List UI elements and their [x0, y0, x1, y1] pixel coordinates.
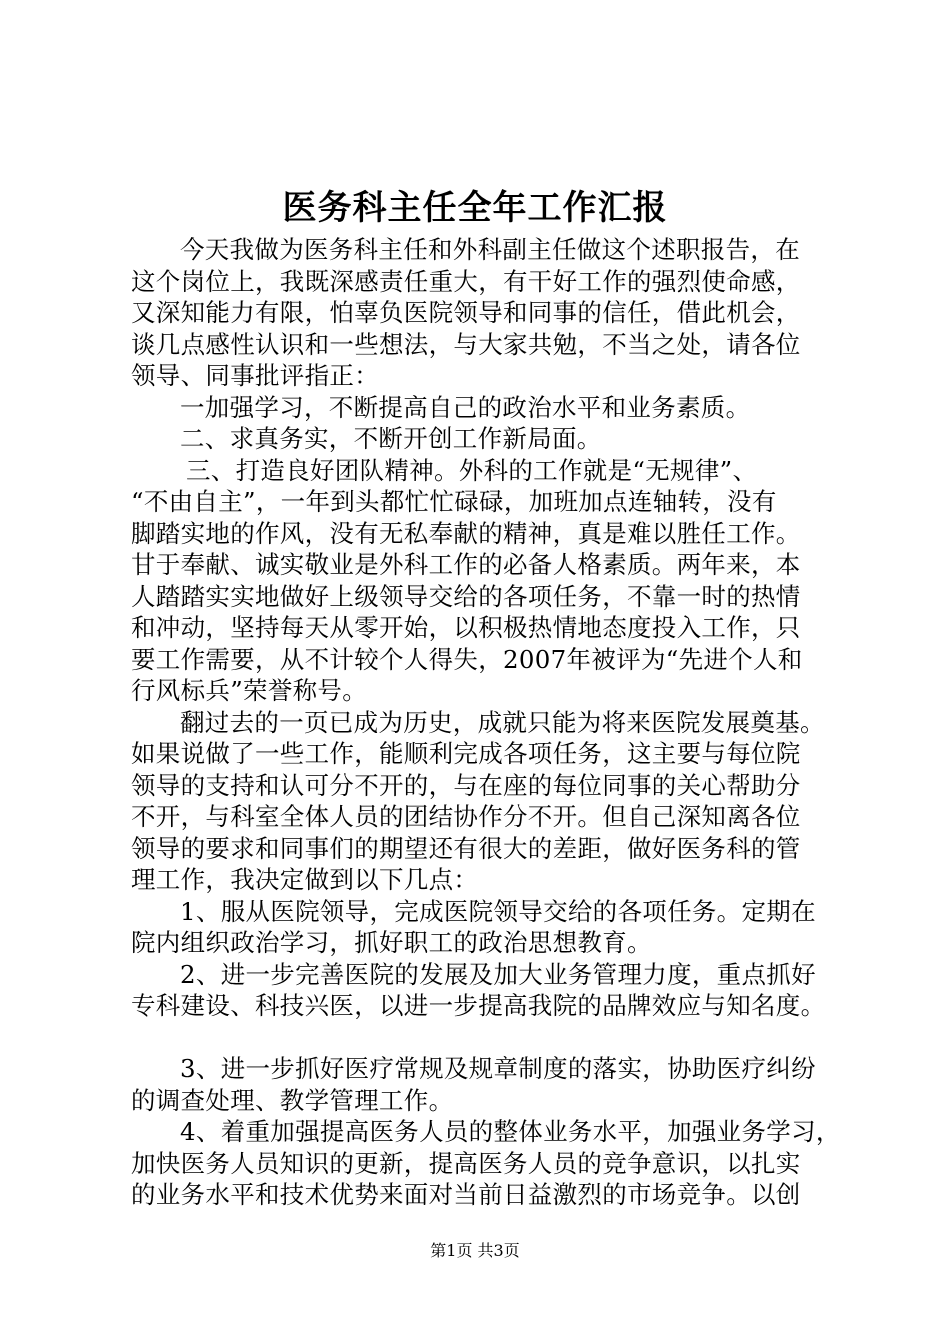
paragraph-line: 1、服从医院领导，完成医院领导交给的各项任务。定期在 [180, 896, 816, 926]
paragraph-line: 4、着重加强提高医务人员的整体业务水平，加强业务学习， [180, 1117, 841, 1146]
paragraph-line: 专科建设、科技兴医，以进一步提高我院的品牌效应与知名度。 [131, 991, 826, 1020]
paragraph-line: 的业务水平和技术优势来面对当前日益激烈的市场竞争。以创 [131, 1180, 801, 1209]
paragraph-line: 翻过去的一页已成为历史，成就只能为将来医院发展奠基。 [180, 707, 825, 737]
paragraph-line: 如果说做了一些工作，能顺利完成各项任务，这主要与每位院 [131, 739, 801, 768]
paragraph-line: 谈几点感性认识和一些想法，与大家共勉，不当之处，请各位 [131, 329, 801, 359]
blank-line [131, 1022, 843, 1054]
paragraph-line: 脚踏实地的作风，没有无私奉献的精神，真是难以胜任工作。 [131, 518, 801, 548]
paragraph-line: 领导、同事批评指正： [131, 361, 379, 390]
paragraph-line: 2、进一步完善医院的发展及加大业务管理力度，重点抓好 [180, 959, 816, 989]
paragraph-line: 行风标兵”荣誉称号。 [131, 676, 368, 705]
paragraph-line: 3、进一步抓好医疗常规及规章制度的落实，协助医疗纠纷 [180, 1054, 816, 1083]
paragraph-line: 院内组织政治学习，抓好职工的政治思想教育。 [131, 928, 652, 957]
page-footer: 第1页 共3页 [430, 1241, 520, 1260]
paragraph-line: 不开，与科室全体人员的团结协作分不开。但自己深知离各位 [131, 802, 801, 831]
document-body [131, 234, 843, 1211]
paragraph-line: 人踏踏实实地做好上级领导交给的各项任务，不靠一时的热情 [131, 581, 801, 611]
paragraph-line: 理工作，我决定做到以下几点： [131, 865, 479, 894]
paragraph-line: 和冲动，坚持每天从零开始，以积极热情地态度投入工作，只 [131, 613, 801, 642]
paragraph-line: 又深知能力有限，怕辜负医院领导和同事的信任，借此机会， [131, 298, 801, 327]
paragraph-line: 要工作需要，从不计较个人得失，2007年被评为“先进个人和 [131, 644, 803, 674]
paragraph-line: “不由自主”，一年到头都忙忙碌碌，加班加点连轴转，没有 [131, 487, 777, 516]
document-title: 医务科主任全年工作汇报 [282, 188, 668, 228]
paragraph-line: 的调查处理、教学管理工作。 [131, 1085, 454, 1115]
paragraph-line: 一加强学习，不断提高自己的政治水平和业务素质。 [180, 392, 751, 422]
paragraph-line: 这个岗位上，我既深感责任重大，有干好工作的强烈使命感， [131, 266, 801, 296]
paragraph-line: 领导的支持和认可分不开的，与在座的每位同事的关心帮助分 [131, 770, 801, 800]
paragraph-line: 甘于奉献、诚实敬业是外科工作的必备人格素质。两年来，本 [131, 550, 801, 579]
paragraph-line: 三、打造良好团队精神。外科的工作就是“无规律”、 [186, 455, 758, 485]
paragraph-line: 领导的要求和同事们的期望还有很大的差距，做好医务科的管 [131, 833, 801, 863]
paragraph-line: 今天我做为医务科主任和外科副主任做这个述职报告，在 [180, 235, 800, 264]
paragraph-line: 二、求真务实，不断开创工作新局面。 [180, 424, 602, 453]
paragraph-line: 加快医务人员知识的更新，提高医务人员的竞争意识，以扎实 [131, 1148, 801, 1178]
